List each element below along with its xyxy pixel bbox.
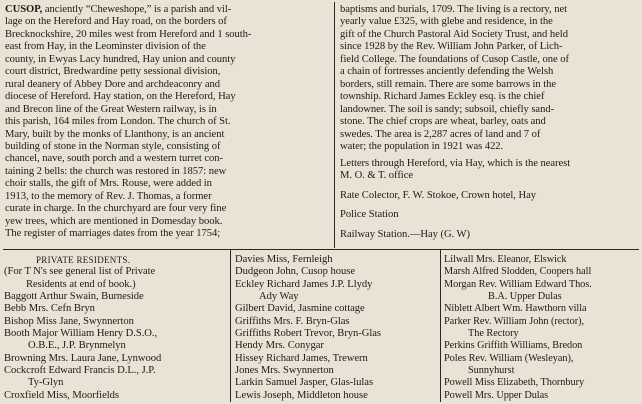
- resident-entry: Bishop Miss Jane, Swynnerton: [4, 315, 134, 327]
- note-line: Letters through Hereford, via Hay, which is the nearest: [340, 158, 571, 169]
- resident-entry: Parker Rev. William John (rector),: [444, 315, 584, 327]
- resident-entry-continued: Ty-Glyn: [28, 377, 64, 389]
- description-line: and Brecon line of the Great Western railway, is in: [5, 103, 217, 115]
- resident-entry: Croxfield Miss, Moorfields: [4, 389, 119, 401]
- description-line: landowner. The soil is sandy; subsoil, chiefly sand-: [340, 103, 555, 115]
- notes: [340, 158, 640, 243]
- column-divider: [334, 2, 335, 248]
- residents-heading: PRIVATE RESIDENTS.: [36, 255, 131, 265]
- description-line: a chain of fortresses anciently defending the Welsh: [340, 66, 554, 78]
- description-line: rural deanery of Abbey Dore and archdeaconry and: [5, 78, 220, 90]
- description-right: [340, 4, 640, 153]
- residents-col-2: [235, 254, 440, 402]
- description-line: water; the population in 1921 was 422.: [340, 140, 504, 152]
- resident-entry: Griffiths Robert Trevor, Bryn-Glas: [235, 328, 381, 340]
- description-line: 1913, to the memory of Rev. J. Thomas, a former: [5, 190, 212, 202]
- resident-entry: Perkins Griffith Williams, Bredon: [444, 340, 583, 352]
- description-line: lage on the Hereford and Hay road, on the borders of: [5, 16, 227, 28]
- description-line: yearly value £325, with glebe and residence, in the: [340, 16, 553, 28]
- description-line: township. Richard James Eckley esq. is the chief: [340, 91, 545, 103]
- description-line: field College. The foundations of Cusop Castle, one of: [340, 53, 569, 65]
- residents-col-3: [444, 254, 640, 402]
- description-line: baptisms and burials, 1709. The living is a rectory, net: [340, 4, 567, 15]
- description-line: The register of marriages dates from the year 1754;: [5, 228, 221, 240]
- residents-note: Residents at end of book.): [26, 278, 136, 290]
- description-line: court district, Bredwardine petty sessional division,: [5, 66, 221, 78]
- description-line: Brecknockshire, 20 miles west from Hereford and 1 south-: [5, 28, 252, 40]
- resident-entry-continued: B.A. Upper Dulas: [488, 291, 562, 303]
- resident-entry: Eckley Richard James J.P. Llydy: [235, 278, 373, 290]
- resident-entry: Gilbert David, Jasmine cottage: [235, 303, 365, 315]
- resident-entry: Baggott Arthur Swain, Burneside: [4, 291, 144, 303]
- resident-entry: Bebb Mrs. Cefn Bryn: [4, 303, 95, 315]
- description-line: building of stone in the Norman style, consisting of: [5, 140, 221, 152]
- note-line: Rate Colector, F. W. Stokoe, Crown hotel, Hay: [340, 189, 536, 201]
- description-line: diocese of Hereford. Hay station, on the Hereford, Hay: [5, 91, 236, 103]
- resident-entry: Booth Major William Henry D.S.O.,: [4, 328, 158, 340]
- description-line: east from Hay, in the Leominster division of the: [5, 41, 206, 53]
- resident-entry: Griffiths Mrs. F. Bryn-Glas: [235, 315, 350, 327]
- resident-entry: Davies Miss, Fernleigh: [235, 254, 333, 265]
- residents-col-1: [4, 254, 228, 402]
- resident-entry: Dudgeon John, Cusop house: [235, 266, 355, 278]
- note-line: Police Station: [340, 209, 399, 221]
- resident-entry-continued: The Rectory: [468, 328, 519, 340]
- resident-entry-continued: O.B.E., J.P. Brynmelyn: [28, 340, 126, 352]
- description-line: anciently “Cheweshope,” is a parish and vil-: [44, 4, 232, 15]
- place-name: CUSOP,: [5, 4, 43, 15]
- resident-entry-continued: Ady Way: [259, 291, 299, 303]
- resident-entry-continued: Sunnyhurst: [468, 365, 515, 377]
- description-line: swedes. The area is 2,287 acres of land and 7 of: [340, 128, 541, 140]
- resident-entry: Hendy Mrs. Conygar: [235, 340, 324, 352]
- residents-note: (For T N's see general list of Private: [4, 266, 156, 278]
- description-line: taining 2 bells: the church was restored in 1857: new: [5, 165, 227, 177]
- description-line: yew trees, which are mentioned in Domesday book.: [5, 215, 223, 227]
- resident-entry: Cockcroft Edward Francis D.L., J.P.: [4, 365, 156, 377]
- description-line: choir stalls, the gift of Mrs. Rouse, were added in: [5, 178, 212, 190]
- description-line: curate in charge. In the churchyard are four very fine: [5, 203, 227, 215]
- resident-entry: Lilwall Mrs. Eleanor, Elswick: [444, 254, 567, 265]
- resident-entry: Powell Miss Elizabeth, Thornbury: [444, 377, 585, 389]
- section-divider: [3, 249, 639, 250]
- resident-entry: Browning Mrs. Laura Jane, Lynwood: [4, 352, 162, 364]
- description-first-line: [5, 4, 331, 16]
- description-line: this parish, 164 miles from London. The church of St.: [5, 116, 231, 128]
- column-divider: [230, 250, 231, 402]
- resident-entry: Marsh Alfred Slodden, Coopers hall: [444, 266, 592, 278]
- description-line: borders, still remain. There are some barrows in the: [340, 78, 557, 90]
- resident-entry: Poles Rev. William (Wesleyan),: [444, 352, 574, 364]
- resident-entry: Niblett Albert Wm. Hawthorn villa: [444, 303, 587, 315]
- resident-entry: Lewis Joseph, Middleton house: [235, 389, 368, 401]
- description-line: Mary, built by the monks of Llanthony, is an ancient: [5, 128, 225, 140]
- description-line: county, in Ewyas Lacy hundred, Hay union and county: [5, 53, 236, 65]
- description-left: [5, 4, 331, 241]
- resident-entry: Powell Mrs. Upper Dulas: [444, 389, 549, 401]
- description-line: stone. The chief crops are wheat, barley, oats and: [340, 116, 546, 128]
- resident-entry: Larkin Samuel Jasper, Glas-lulas: [235, 377, 374, 389]
- resident-entry: Hissey Richard James, Trewern: [235, 352, 368, 364]
- resident-entry: Jones Mrs. Swynnerton: [235, 365, 334, 377]
- column-divider: [440, 250, 441, 402]
- description-line: chancel, nave, south porch and a western turret con-: [5, 153, 224, 165]
- note-line: M. O. & T. office: [340, 170, 414, 182]
- description-line: gift of the Church Pastoral Aid Society Trust, and held: [340, 28, 568, 40]
- resident-entry: Morgan Rev. William Edward Thos.: [444, 278, 592, 290]
- description-line: since 1928 by the Rev. William John Parker, of Lich-: [340, 41, 563, 53]
- note-line: Railway Station.—Hay (G. W): [340, 228, 470, 240]
